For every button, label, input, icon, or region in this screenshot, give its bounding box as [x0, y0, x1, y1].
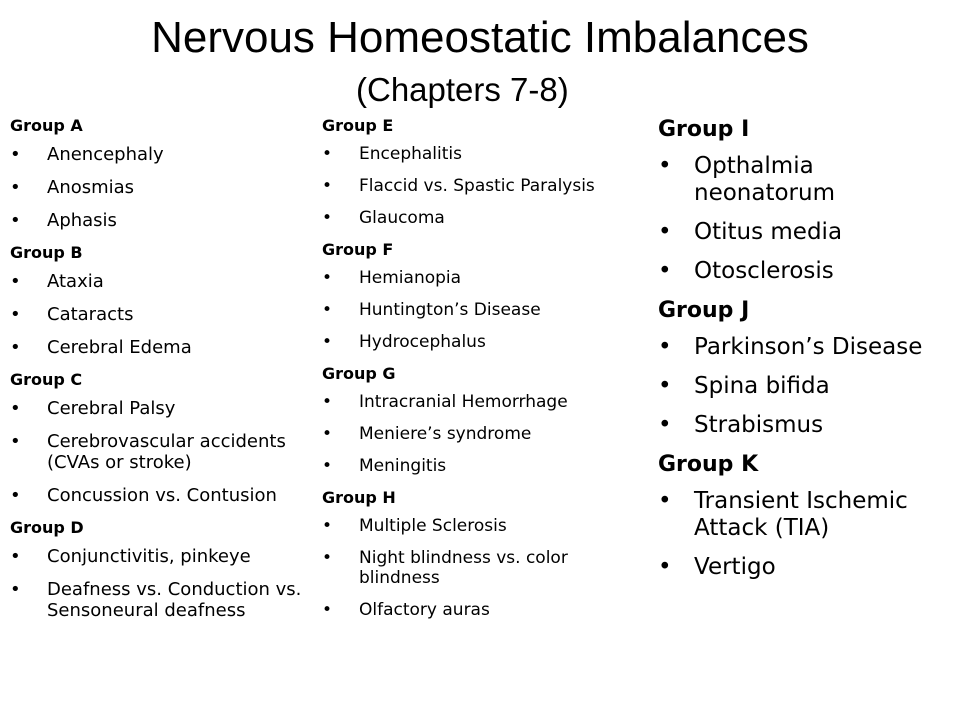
group-heading: Group B [10, 243, 83, 262]
page-title: Nervous Homeostatic Imbalances [151, 13, 809, 62]
list-item: • Parkinson’s Disease [658, 334, 958, 361]
list-item: • Meningitis [322, 456, 652, 476]
list-item: • Aphasis [10, 210, 330, 231]
list-item: • Otitus media [658, 219, 958, 246]
list-item: • Anencephaly [10, 144, 330, 165]
list-item: • Cerebral Palsy [10, 398, 330, 419]
list-item: • Night blindness vs. color blindness [322, 548, 652, 588]
list-item: • Olfactory auras [322, 600, 652, 620]
group-heading: Group I [658, 117, 750, 142]
list-item: • Hemianopia [322, 268, 652, 288]
group-heading: Group A [10, 116, 83, 135]
list-item: • Transient Ischemic Attack (TIA) [658, 488, 958, 542]
list-item: • Glaucoma [322, 208, 652, 228]
column-3 [658, 116, 958, 593]
list-item: • Intracranial Hemorrhage [322, 392, 652, 412]
list-item: • Deafness vs. Conduction vs. Sensoneural deafness [10, 579, 330, 621]
list-item: • Encephalitis [322, 144, 652, 164]
list-item: • Conjunctivitis, pinkeye [10, 546, 330, 567]
list-item: • Multiple Sclerosis [322, 516, 652, 536]
column-1 [10, 116, 330, 633]
list-item: • Spina bifida [658, 373, 958, 400]
group-heading: Group F [322, 240, 394, 259]
list-item: • Otosclerosis [658, 258, 958, 285]
list-item: • Hydrocephalus [322, 332, 652, 352]
list-item: • Cerebral Edema [10, 337, 330, 358]
group-heading: Group H [322, 488, 396, 507]
column-2 [322, 116, 652, 632]
list-item: • Vertigo [658, 554, 958, 581]
group-heading: Group C [10, 370, 83, 389]
page-subtitle: (Chapters 7-8) [356, 71, 569, 108]
list-item: • Strabismus [658, 412, 958, 439]
list-item: • Flaccid vs. Spastic Paralysis [322, 176, 652, 196]
group-heading: Group E [322, 116, 394, 135]
list-item: • Cerebrovascular accidents (CVAs or stroke) [10, 431, 330, 473]
list-item: • Anosmias [10, 177, 330, 198]
list-item: • Opthalmia neonatorum [658, 153, 958, 207]
list-item: • Meniere’s syndrome [322, 424, 652, 444]
list-item: • Concussion vs. Contusion [10, 485, 330, 506]
list-item: • Huntington’s Disease [322, 300, 652, 320]
list-item: • Ataxia [10, 271, 330, 292]
list-item: • Cataracts [10, 304, 330, 325]
group-heading: Group D [10, 518, 84, 537]
group-heading: Group J [658, 298, 750, 323]
group-heading: Group K [658, 452, 759, 477]
group-heading: Group G [322, 364, 396, 383]
